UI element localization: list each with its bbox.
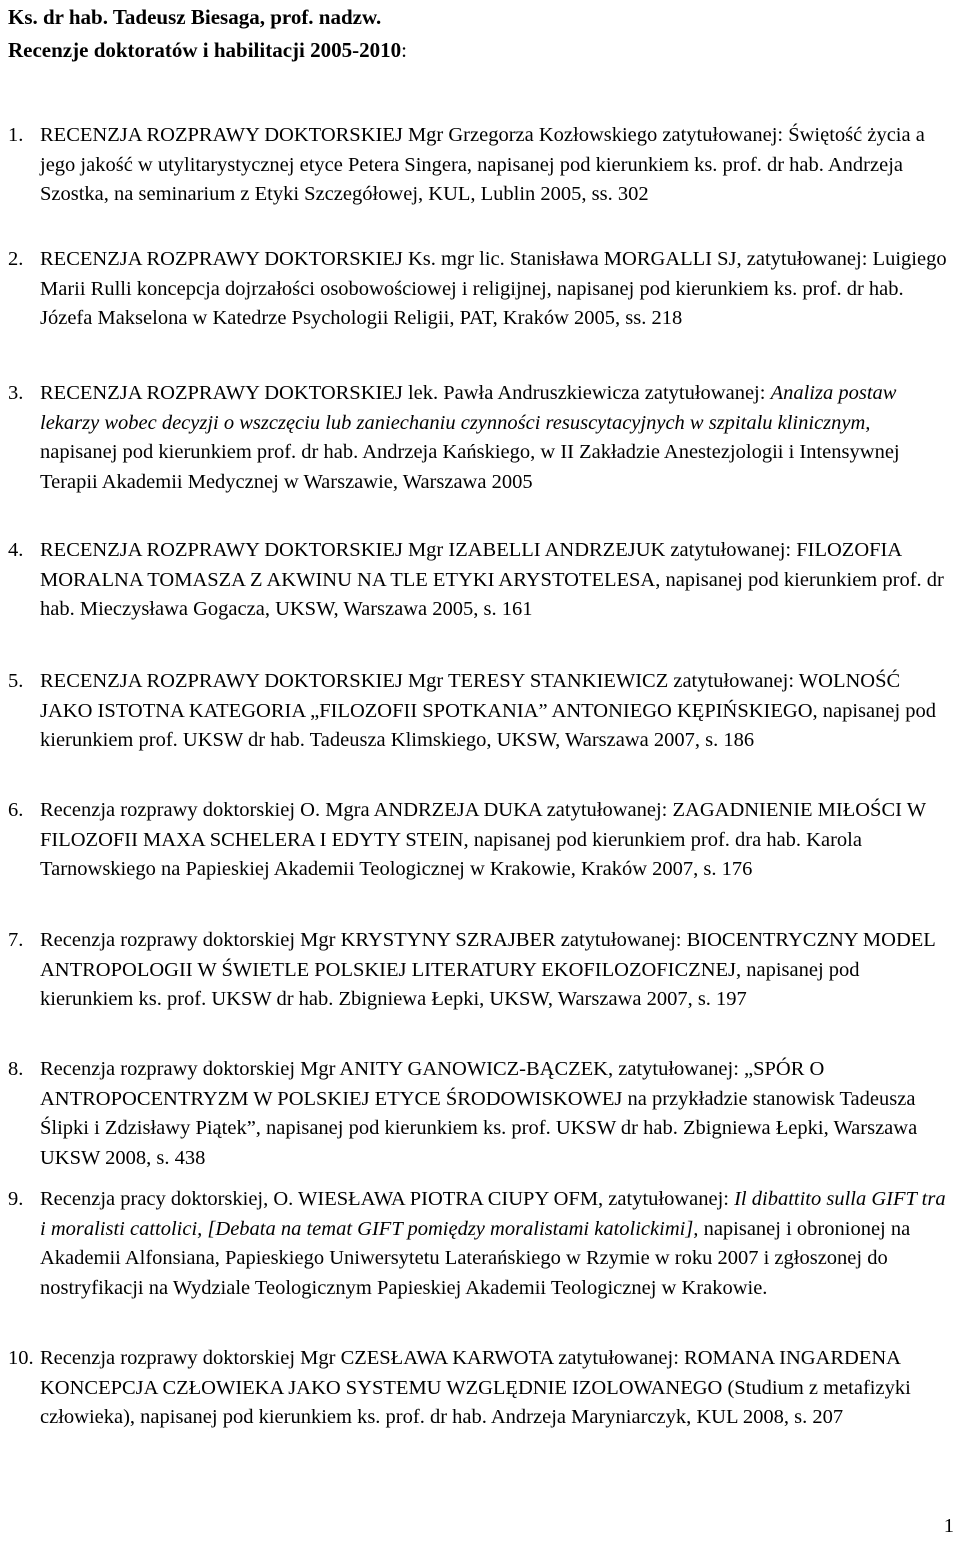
list-item-text-part: RECENZJA ROZPRAWY DOKTORSKIEJ lek. Pawła Andruszkiewicza zatytułowanej:: [40, 382, 771, 404]
list-item-text: RECENZJA ROZPRAWY DOKTORSKIEJ Mgr Grzegorza Kozłowskiego zatytułowanej: Świętość życia a jego jakość w utylitarystycznej etyce Petera Singera, napisanej pod kierunkiem ks. prof. dr hab. Andrzeja Szostka, na seminarium z Etyki Szczegółowej, KUL, Lublin 2005, ss. 302: [40, 124, 925, 205]
list-item: [8, 121, 952, 210]
list-item-text: [40, 379, 952, 497]
list-item-number: 4.: [8, 539, 24, 561]
list-item-number: 5.: [8, 670, 24, 692]
author-name: Ks. dr hab. Tadeusz Biesaga, prof. nadzw.: [8, 5, 382, 29]
list-item: [8, 1055, 952, 1173]
list-item: [8, 926, 952, 1015]
list-item: [8, 379, 952, 497]
list-item: [8, 796, 952, 885]
subtitle-text: Recenzje doktoratów i habilitacji 2005-2010: [8, 38, 402, 62]
list-item-number: 10.: [8, 1347, 34, 1369]
list-item-text: RECENZJA ROZPRAWY DOKTORSKIEJ Ks. mgr lic. Stanisława MORGALLI SJ, zatytułowanej: Luigiego Marii Rulli koncepcja dojrzałości osobowościowej i religijnej, napisanej pod kierunkiem ks. prof. dr hab. Józefa Makselona w Katedrze Psychologii Religii, PAT, Kraków 2005, ss. 218: [40, 248, 947, 329]
list-item-text: RECENZJA ROZPRAWY DOKTORSKIEJ Mgr IZABELLI ANDRZEJUK zatytułowanej: FILOZOFIA MORALNA TOMASZA Z AKWINU NA TLE ETYKI ARYSTOTELESA, napisanej pod kierunkiem prof. dr hab. Mieczysława Gogacza, UKSW, Warszawa 2005, s. 161: [40, 539, 944, 620]
list-item: [8, 1185, 952, 1303]
list-item-number: 1.: [8, 124, 24, 146]
list-item-number: 7.: [8, 929, 24, 951]
list-item: [8, 667, 952, 756]
list-item-text: Recenzja rozprawy doktorskiej O. Mgra ANDRZEJA DUKA zatytułowanej: ZAGADNIENIE MIŁOŚCI W FILOZOFII MAXA SCHELERA I EDYTY STEIN, napisanej pod kierunkiem prof. dra hab. Karola Tarnowskiego na Papieskiej Akademii Teologicznej w Krakowie, Kraków 2007, s. 176: [40, 799, 926, 880]
list-item-text: RECENZJA ROZPRAWY DOKTORSKIEJ Mgr TERESY STANKIEWICZ zatytułowanej: WOLNOŚĆ JAKO ISTOTNA KATEGORIA „FILOZOFII SPOTKANIA” ANTONIEGO KĘPIŃSKIEGO, napisanej pod kierunkiem prof. UKSW dr hab. Tadeusza Klimskiego, UKSW, Warszawa 2007, s. 186: [40, 670, 937, 751]
list-item-number: 2.: [8, 248, 24, 270]
list-item-italic-title: Il dibattito sulla GIFT tra i moralisti cattolici, [Debata na temat GIFT pomiędzy moralistami katolickimi],: [40, 1188, 946, 1240]
list-item-number: 6.: [8, 799, 24, 821]
list-item-text: Recenzja rozprawy doktorskiej Mgr CZESŁAWA KARWOTA zatytułowanej: ROMANA INGARDENA KONCEPCJA CZŁOWIEKA JAKO SYSTEMU WZGLĘDNIE IZOLOWANEGO (Studium z metafizyki człowieka), napisanej pod kierunkiem ks. prof. dr hab. Andrzeja Maryniarczyk, KUL 2008, s. 207: [40, 1347, 911, 1428]
list-item-number: 9.: [8, 1188, 24, 1210]
document-subtitle-heading: [8, 36, 407, 64]
list-item: [8, 1344, 952, 1433]
page-number: 1: [943, 1515, 954, 1537]
document-author-heading: [8, 3, 381, 31]
list-item-text-part: napisanej i obronionej na Akademii Alfonsiana, Papieskiego Uniwersytetu Laterańskiego w Rzymie w roku 2007 i zgłoszonej do nostryfikacji na Wydziale Teologicznym Papieskiej Akademii Teologicznej w Krakowie.: [40, 1217, 911, 1299]
list-item-text: Recenzja rozprawy doktorskiej Mgr ANITY GANOWICZ-BĄCZEK, zatytułowanej: „SPÓR O ANTROPOCENTRYZM W POLSKIEJ ETYCE ŚRODOWISKOWEJ na przykładzie stanowisk Tadeusza Ślipki i Zdzisławy Piątek”, napisanej pod kierunkiem ks. prof. UKSW dr hab. Zbigniewa Łepki, Warszawa UKSW 2008, s. 438: [40, 1058, 918, 1169]
list-item-text-part: Recenzja pracy doktorskiej, O. WIESŁAWA PIOTRA CIUPY OFM, zatytułowanej:: [40, 1188, 735, 1210]
list-item: [8, 245, 952, 334]
list-item-text-part: napisanej pod kierunkiem prof. dr hab. Andrzeja Kańskiego, w II Zakładzie Anestezjologii i Intensywnej Terapii Akademii Medycznej w Warszawie, Warszawa 2005: [40, 441, 900, 493]
list-item-text: Recenzja rozprawy doktorskiej Mgr KRYSTYNY SZRAJBER zatytułowanej: BIOCENTRYCZNY MODEL ANTROPOLOGII W ŚWIETLE POLSKIEJ LITERATURY EKOFILOZOFICZNEJ, napisanej pod kierunkiem ks. prof. UKSW dr hab. Zbigniewa Łepki, UKSW, Warszawa 2007, s. 197: [40, 929, 936, 1010]
list-item: [8, 536, 952, 625]
list-item-italic-title: Analiza postaw lekarzy wobec decyzji o wszczęciu lub zaniechaniu czynności resuscytacyjnych w szpitalu klinicznym,: [40, 382, 897, 434]
list-item-number: 3.: [8, 382, 24, 404]
list-item-text: [40, 1185, 952, 1303]
subtitle-colon: :: [401, 38, 407, 62]
list-item-number: 8.: [8, 1058, 24, 1080]
